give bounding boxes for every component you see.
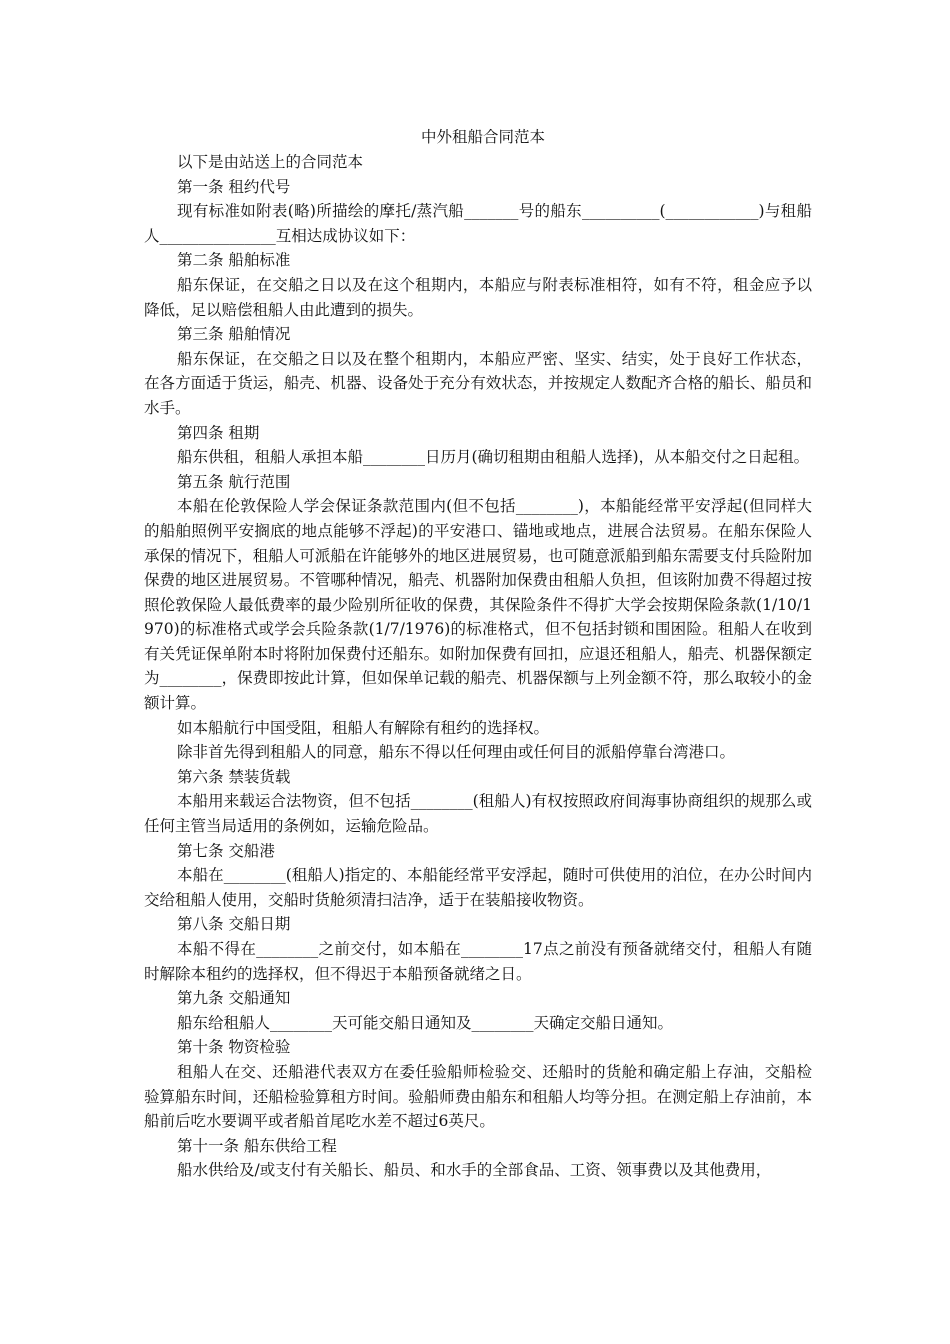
section-heading: 第九条 交船通知 — [177, 989, 291, 1008]
section-paragraph: 本船在伦敦保险人学会保证条款范围内(但不包括________)，本船能经常平安浮起(但同样大的船舶照例平安搁底的地点能够不浮起)的平安港口、锚地或地点，进展合法贸易。在船东保险人承保的情况下，租船人可派船在许能够外的地区进展贸易，也可随意派船到船东需要支付兵险附加保费的地区进展贸易。不管哪种情况，船壳、机器附加保费由租船人负担，但该附加费不得超过按照伦敦保险人最低费率的最少险别所征收的保费，其保险条件不得扩大学会按期保险条款(1/10/1970)的标准格式或学会兵险条款(1/7/1976)的标准格式，但不包括封锁和围困险。租船人在收到有关凭证保单附本时将附加保费付还船东。如附加保费有回扣，应退还租船人，船壳、机器保额定为________，保费即按此计算，但如保单记载的船壳、机器保额与上列金额不符，那么取较小的金额计算。 — [144, 497, 812, 713]
section-paragraph: 本船在________(租船人)指定的、本船能经常平安浮起，随时可供使用的泊位，在办公时间内交给租船人使用，交船时货舱须清扫洁净，适于在装船接收物资。 — [144, 866, 812, 909]
section-heading: 第八条 交船日期 — [177, 915, 291, 934]
section-paragraph: 船东给租船人________天可能交船日通知及________天确定交船日通知。 — [177, 1013, 674, 1032]
section-heading: 第二条 船舶标准 — [177, 251, 291, 270]
section-paragraph: 如本船航行中国受阻，租船人有解除有租约的选择权。 — [177, 718, 550, 737]
section-paragraph: 船东保证，在交船之日以及在这个租期内，本船应与附表标准相符，如有不符，租金应予以降低，足以赔偿租船人由此遭到的损失。 — [144, 275, 812, 319]
section-paragraph: 租船人在交、还船港代表双方在委任验船师检验交、还船时的货舱和确定船上存油，交船检验算船东时间，还船检验算租方时间。验船师费由船东和租船人均等分担。在测定船上存油前，本船前后吃水要调平或者船首尾吃水差不超过6英尺。 — [144, 1062, 812, 1131]
section-paragraph: 现有标准如附表(略)所描绘的摩托/蒸汽船_______号的船东__________(____________)与租船人_______________互相达成协议如下： — [144, 202, 812, 245]
section-heading: 第三条 船舶情况 — [177, 325, 291, 344]
document-title: 中外租船合同范本 — [420, 128, 545, 146]
section-paragraph: 船东供租，租船人承担本船________日历月(确切租期由租船人选择)，从本船交付之日起租。 — [177, 448, 810, 467]
section-paragraph: 除非首先得到租船人的同意，船东不得以任何理由或任何目的派船停靠台湾港口。 — [177, 743, 736, 762]
section-heading: 第十一条 船东供给工程 — [177, 1136, 337, 1155]
section-paragraph: 本船用来载运合法物资，但不包括________(租船人)有权按照政府间海事协商组织的规那么或任何主管当局适用的条例如，运输危险品。 — [144, 792, 812, 836]
section-paragraph: 船东保证，在交船之日以及在整个租期内，本船应严密、坚实、结实，处于良好工作状态，在各方面适于货运，船壳、机器、设备处于充分有效状态，并按规定人数配齐合格的船长、船员和水手。 — [144, 349, 812, 417]
section-heading: 第五条 航行范围 — [177, 472, 291, 491]
intro-text: 以下是由站送上的合同范本 — [177, 153, 364, 171]
section-heading: 第四条 租期 — [177, 423, 260, 442]
section-heading: 第十条 物资检验 — [177, 1038, 291, 1057]
section-paragraph: 船水供给及/或支付有关船长、船员、和水手的全部食品、工资、领事费以及其他费用， — [177, 1161, 772, 1180]
section-paragraph: 本船不得在________之前交付，如本船在________17点之前没有预备就绪交付，租船人有随时解除本租约的选择权，但不得迟于本船预备就绪之日。 — [144, 940, 812, 983]
section-heading: 第七条 交船港 — [177, 841, 275, 860]
section-heading: 第六条 禁装货载 — [177, 767, 291, 786]
contract-sections — [144, 175, 812, 1183]
section-heading: 第一条 租约代号 — [177, 177, 291, 196]
